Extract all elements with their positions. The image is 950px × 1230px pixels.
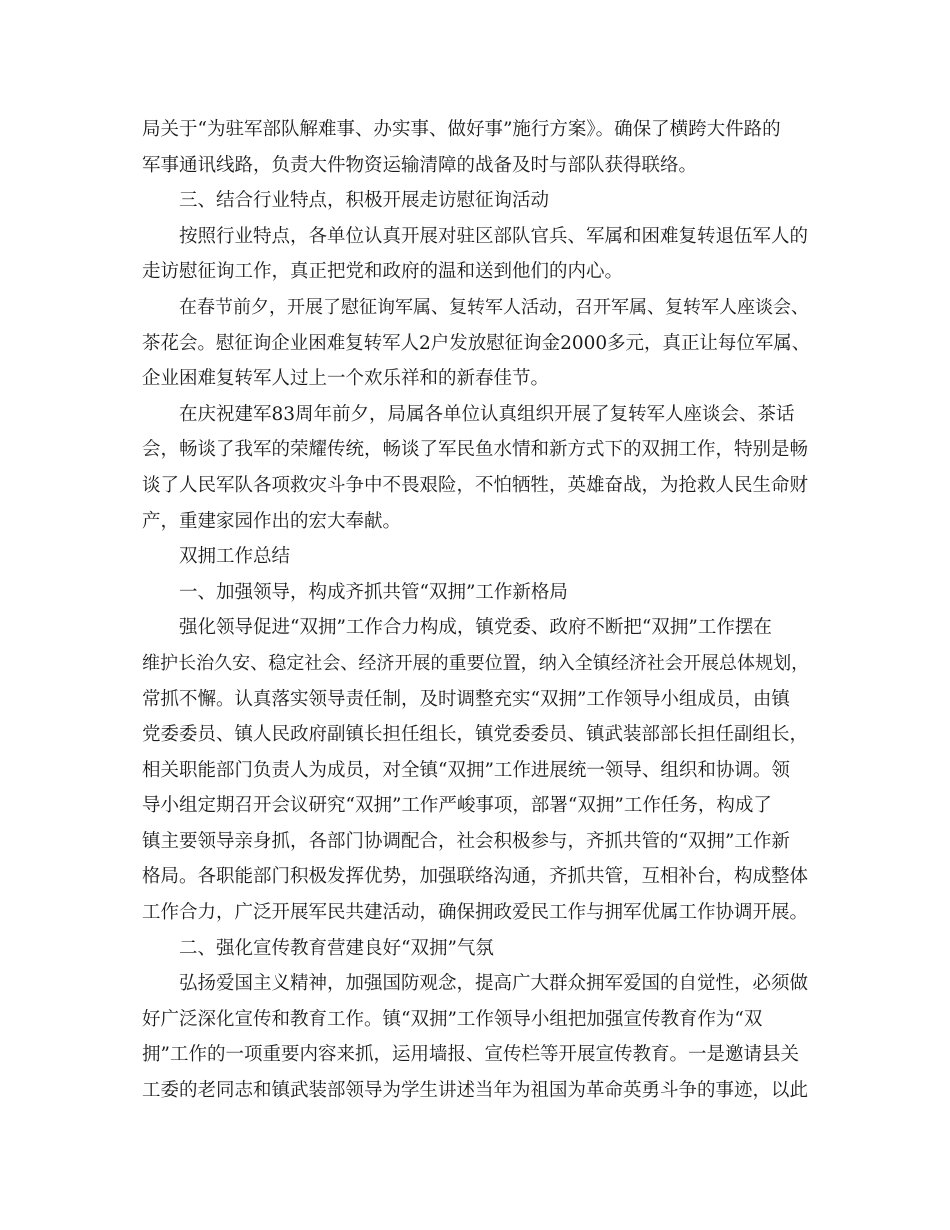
text-line: 镇主要领导亲身抓，各部门协调配合，社会积极参与，齐抓共管的“双拥”工作新 xyxy=(142,830,790,852)
text-line: 谈了人民军队各项救灾斗争中不畏艰险，不怕牺牲，英雄奋战，为抢救人民生命财 xyxy=(142,474,809,496)
text-line: 党委委员、镇人民政府副镇长担任组长，镇党委委员、镇武装部部长担任副组长， xyxy=(142,724,809,746)
text-line: 企业困难复转军人过上一个欢乐祥和的新春佳节。 xyxy=(142,368,550,390)
text-line: 局关于“为驻军部队解难事、办实事、做好事”施行方案》。确保了横跨大件路的 xyxy=(142,119,781,140)
text-line: 拥”工作的一项重要内容来抓，运用墙报、宣传栏等开展宣传教育。一是邀请县关 xyxy=(142,1044,799,1066)
text-line: 会，畅谈了我军的荣耀传统，畅谈了军民鱼水情和新方式下的双拥工作，特别是畅 xyxy=(142,439,809,461)
document-body xyxy=(142,112,810,1109)
text-line: 弘扬爱国主义精神，加强国防观念，提高广大群众拥军爱国的自觉性，必须做 xyxy=(179,973,809,995)
text-line: 相关职能部门负责人为成员，对全镇“双拥”工作进展统一领导、组织和协调。领 xyxy=(142,759,790,781)
text-line: 强化领导促进“双拥”工作合力构成，镇党委、政府不断把“双拥”工作摆在 xyxy=(179,617,772,639)
text-line: 工委的老同志和镇武装部领导为学生讲述当年为祖国为革命英勇斗争的事迹，以此 xyxy=(142,1080,809,1102)
text-line: 茶花会。慰征询企业困难复转军人2户发放慰征询金2000多元，真正让每位军属、 xyxy=(142,332,811,354)
text-line: 维护长治久安、稳定社会、经济开展的重要位置，纳入全镇经济社会开展总体规划， xyxy=(142,652,810,674)
section-heading: 三、结合行业特点，积极开展走访慰征询活动 xyxy=(179,190,550,212)
section-heading: 一、加强领导，构成齐抓共管“双拥”工作新格局 xyxy=(179,581,568,603)
text-line: 导小组定期召开会议研究“双拥”工作严峻事项，部署“双拥”工作任务，构成了 xyxy=(142,795,772,817)
text-line: 军事通讯线路，负责大件物资运输清障的战备及时与部队获得联络。 xyxy=(142,154,698,176)
section-heading: 二、强化宣传教育营建良好“双拥”气氛 xyxy=(179,937,494,959)
text-line: 在春节前夕，开展了慰征询军属、复转军人活动，召开军属、复转军人座谈会、 xyxy=(179,296,809,318)
text-line: 格局。各职能部门积极发挥优势，加强联络沟通，齐抓共管，互相补台，构成整体 xyxy=(142,866,809,888)
document-subtitle: 双拥工作总结 xyxy=(179,546,291,568)
text-line: 工作合力，广泛开展军民共建活动，确保拥政爱民工作与拥军优属工作协调开展。 xyxy=(142,902,809,924)
text-line: 常抓不懈。认真落实领导责任制，及时调整充实“双拥”工作领导小组成员，由镇 xyxy=(142,688,790,710)
text-line: 走访慰征询工作，真正把党和政府的温和送到他们的内心。 xyxy=(142,261,624,283)
text-line: 在庆祝建军83周年前夕，局属各单位认真组织开展了复转军人座谈会、茶话 xyxy=(179,403,795,425)
text-line: 按照行业特点，各单位认真开展对驻区部队官兵、军属和困难复转退伍军人的 xyxy=(179,225,809,247)
text-line: 产，重建家园作出的宏大奉献。 xyxy=(142,510,402,532)
text-line: 好广泛深化宣传和教育工作。镇“双拥”工作领导小组把加强宣传教育作为“双 xyxy=(142,1008,763,1030)
